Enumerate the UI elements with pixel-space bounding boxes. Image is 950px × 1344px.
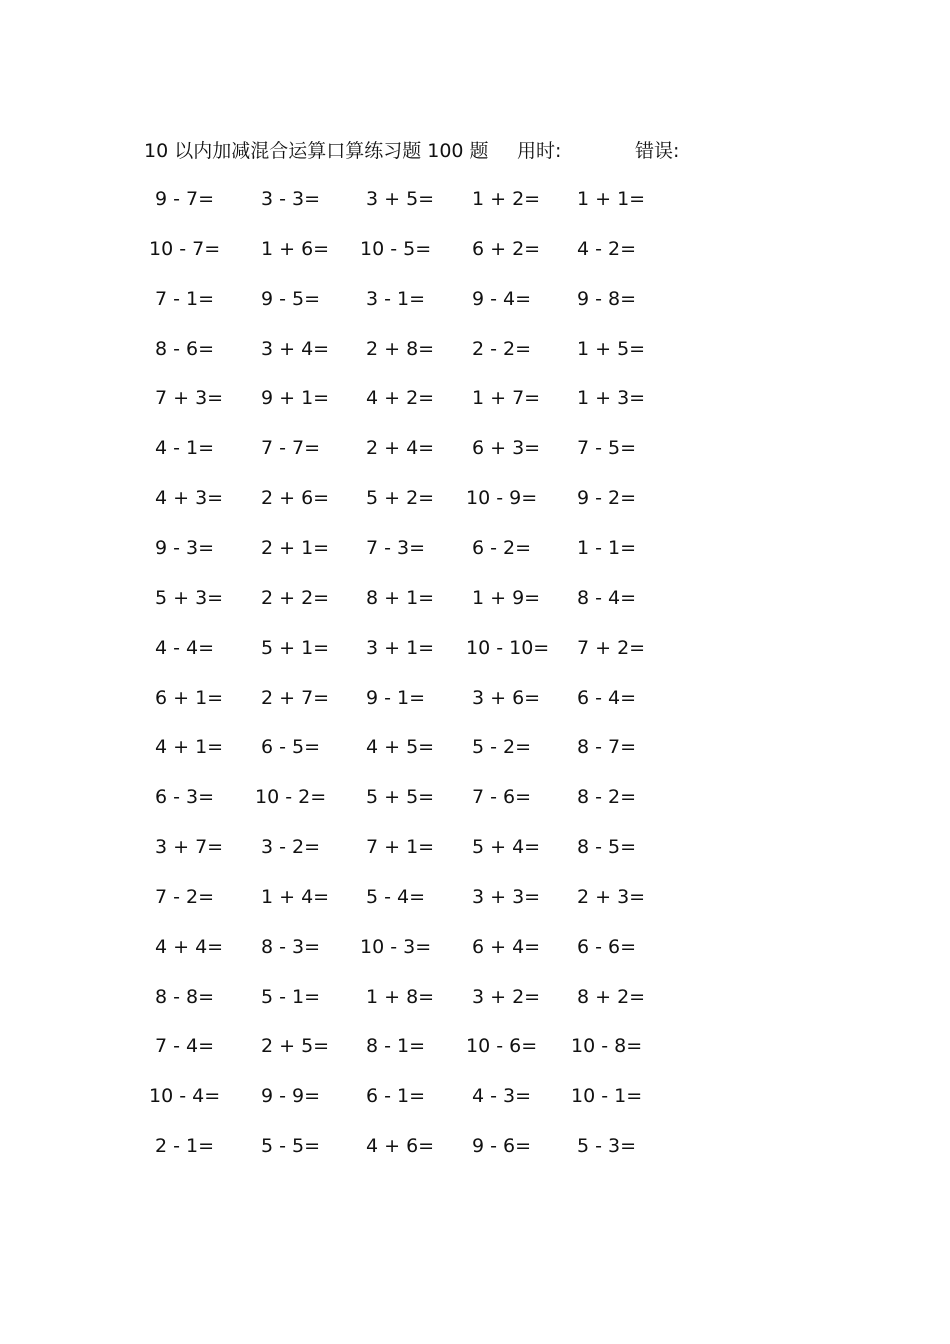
math-problem: 6 - 6= bbox=[577, 936, 637, 958]
math-problem: 10 - 9= bbox=[466, 487, 538, 509]
time-used-label: 用时: bbox=[517, 140, 562, 162]
math-problem: 6 + 4= bbox=[472, 936, 541, 958]
math-problem: 8 + 1= bbox=[366, 587, 435, 609]
math-problem: 6 + 2= bbox=[472, 238, 541, 260]
math-problem: 9 - 6= bbox=[472, 1135, 532, 1157]
math-problem: 7 - 7= bbox=[261, 437, 321, 459]
math-problem: 4 + 6= bbox=[366, 1135, 435, 1157]
math-problem: 2 + 7= bbox=[261, 687, 330, 709]
math-problem: 9 - 4= bbox=[472, 288, 532, 310]
math-problem: 10 - 10= bbox=[466, 637, 550, 659]
math-problem: 2 + 6= bbox=[261, 487, 330, 509]
math-problem: 1 + 9= bbox=[472, 587, 541, 609]
math-problem: 6 - 5= bbox=[261, 736, 321, 758]
math-problem: 8 - 6= bbox=[155, 338, 215, 360]
math-problem: 3 + 2= bbox=[472, 986, 541, 1008]
math-problem: 4 + 2= bbox=[366, 387, 435, 409]
math-problem: 6 - 4= bbox=[577, 687, 637, 709]
math-problem: 7 - 3= bbox=[366, 537, 426, 559]
math-problem: 2 + 5= bbox=[261, 1035, 330, 1057]
math-problem: 4 - 4= bbox=[155, 637, 215, 659]
math-problem: 3 - 1= bbox=[366, 288, 426, 310]
math-problem: 5 + 1= bbox=[261, 637, 330, 659]
math-problem: 7 - 4= bbox=[155, 1035, 215, 1057]
worksheet-title: 10 以内加减混合运算口算练习题 100 题 bbox=[144, 140, 489, 162]
math-problem: 1 + 2= bbox=[472, 188, 541, 210]
math-problem: 10 - 6= bbox=[466, 1035, 538, 1057]
math-problem: 7 + 1= bbox=[366, 836, 435, 858]
math-problem: 10 - 5= bbox=[360, 238, 432, 260]
math-problem: 8 - 5= bbox=[577, 836, 637, 858]
math-problem: 5 - 4= bbox=[366, 886, 426, 908]
math-problem: 7 - 6= bbox=[472, 786, 532, 808]
math-problem: 9 - 1= bbox=[366, 687, 426, 709]
math-problem: 8 - 3= bbox=[261, 936, 321, 958]
math-problem: 10 - 7= bbox=[149, 238, 221, 260]
math-problem: 8 + 2= bbox=[577, 986, 646, 1008]
math-problem: 3 - 3= bbox=[261, 188, 321, 210]
math-problem: 1 + 7= bbox=[472, 387, 541, 409]
math-problem: 2 - 2= bbox=[472, 338, 532, 360]
math-problem: 1 + 1= bbox=[577, 188, 646, 210]
math-problem: 3 + 3= bbox=[472, 886, 541, 908]
math-problem: 2 + 8= bbox=[366, 338, 435, 360]
math-problem: 10 - 4= bbox=[149, 1085, 221, 1107]
math-problem: 1 + 4= bbox=[261, 886, 330, 908]
errors-label: 错误: bbox=[635, 140, 680, 162]
math-problem: 10 - 2= bbox=[255, 786, 327, 808]
math-problem: 3 + 4= bbox=[261, 338, 330, 360]
math-problem: 2 + 4= bbox=[366, 437, 435, 459]
math-problem: 9 - 2= bbox=[577, 487, 637, 509]
math-problem: 5 - 5= bbox=[261, 1135, 321, 1157]
math-problem: 4 + 1= bbox=[155, 736, 224, 758]
math-problem: 3 + 1= bbox=[366, 637, 435, 659]
math-problem: 9 - 9= bbox=[261, 1085, 321, 1107]
math-problem: 8 - 7= bbox=[577, 736, 637, 758]
math-problem: 5 - 2= bbox=[472, 736, 532, 758]
math-problem: 4 - 2= bbox=[577, 238, 637, 260]
math-problem: 5 + 5= bbox=[366, 786, 435, 808]
math-problem: 5 + 3= bbox=[155, 587, 224, 609]
math-problem: 4 - 1= bbox=[155, 437, 215, 459]
math-problem: 6 + 1= bbox=[155, 687, 224, 709]
math-problem: 5 - 3= bbox=[577, 1135, 637, 1157]
math-problem: 6 + 3= bbox=[472, 437, 541, 459]
math-problem: 2 - 1= bbox=[155, 1135, 215, 1157]
math-problem: 4 + 5= bbox=[366, 736, 435, 758]
math-problem: 8 - 4= bbox=[577, 587, 637, 609]
math-problem: 9 - 8= bbox=[577, 288, 637, 310]
math-problem: 4 - 3= bbox=[472, 1085, 532, 1107]
math-problem: 2 + 2= bbox=[261, 587, 330, 609]
math-problem: 2 + 1= bbox=[261, 537, 330, 559]
math-problem: 3 + 5= bbox=[366, 188, 435, 210]
math-problem: 6 - 2= bbox=[472, 537, 532, 559]
math-problem: 5 - 1= bbox=[261, 986, 321, 1008]
math-problem: 1 - 1= bbox=[577, 537, 637, 559]
math-problem: 5 + 2= bbox=[366, 487, 435, 509]
math-problem: 10 - 8= bbox=[571, 1035, 643, 1057]
math-problem: 3 - 2= bbox=[261, 836, 321, 858]
math-problem: 8 - 8= bbox=[155, 986, 215, 1008]
math-problem: 2 + 3= bbox=[577, 886, 646, 908]
math-problem: 7 - 1= bbox=[155, 288, 215, 310]
math-problem: 7 + 2= bbox=[577, 637, 646, 659]
math-problem: 1 + 6= bbox=[261, 238, 330, 260]
math-problem: 1 + 3= bbox=[577, 387, 646, 409]
math-problem: 7 - 5= bbox=[577, 437, 637, 459]
math-problem: 9 - 5= bbox=[261, 288, 321, 310]
math-problem: 9 - 3= bbox=[155, 537, 215, 559]
math-problem: 9 - 7= bbox=[155, 188, 215, 210]
math-problem: 8 - 1= bbox=[366, 1035, 426, 1057]
math-problem: 3 + 6= bbox=[472, 687, 541, 709]
math-problem: 5 + 4= bbox=[472, 836, 541, 858]
math-problem: 7 - 2= bbox=[155, 886, 215, 908]
math-problem: 7 + 3= bbox=[155, 387, 224, 409]
math-problem: 10 - 1= bbox=[571, 1085, 643, 1107]
math-problem: 10 - 3= bbox=[360, 936, 432, 958]
math-problem: 6 - 3= bbox=[155, 786, 215, 808]
math-problem: 1 + 8= bbox=[366, 986, 435, 1008]
math-problem: 6 - 1= bbox=[366, 1085, 426, 1107]
math-problem: 1 + 5= bbox=[577, 338, 646, 360]
math-problem: 8 - 2= bbox=[577, 786, 637, 808]
math-problem: 9 + 1= bbox=[261, 387, 330, 409]
math-problem: 4 + 3= bbox=[155, 487, 224, 509]
math-problem: 3 + 7= bbox=[155, 836, 224, 858]
math-problem: 4 + 4= bbox=[155, 936, 224, 958]
